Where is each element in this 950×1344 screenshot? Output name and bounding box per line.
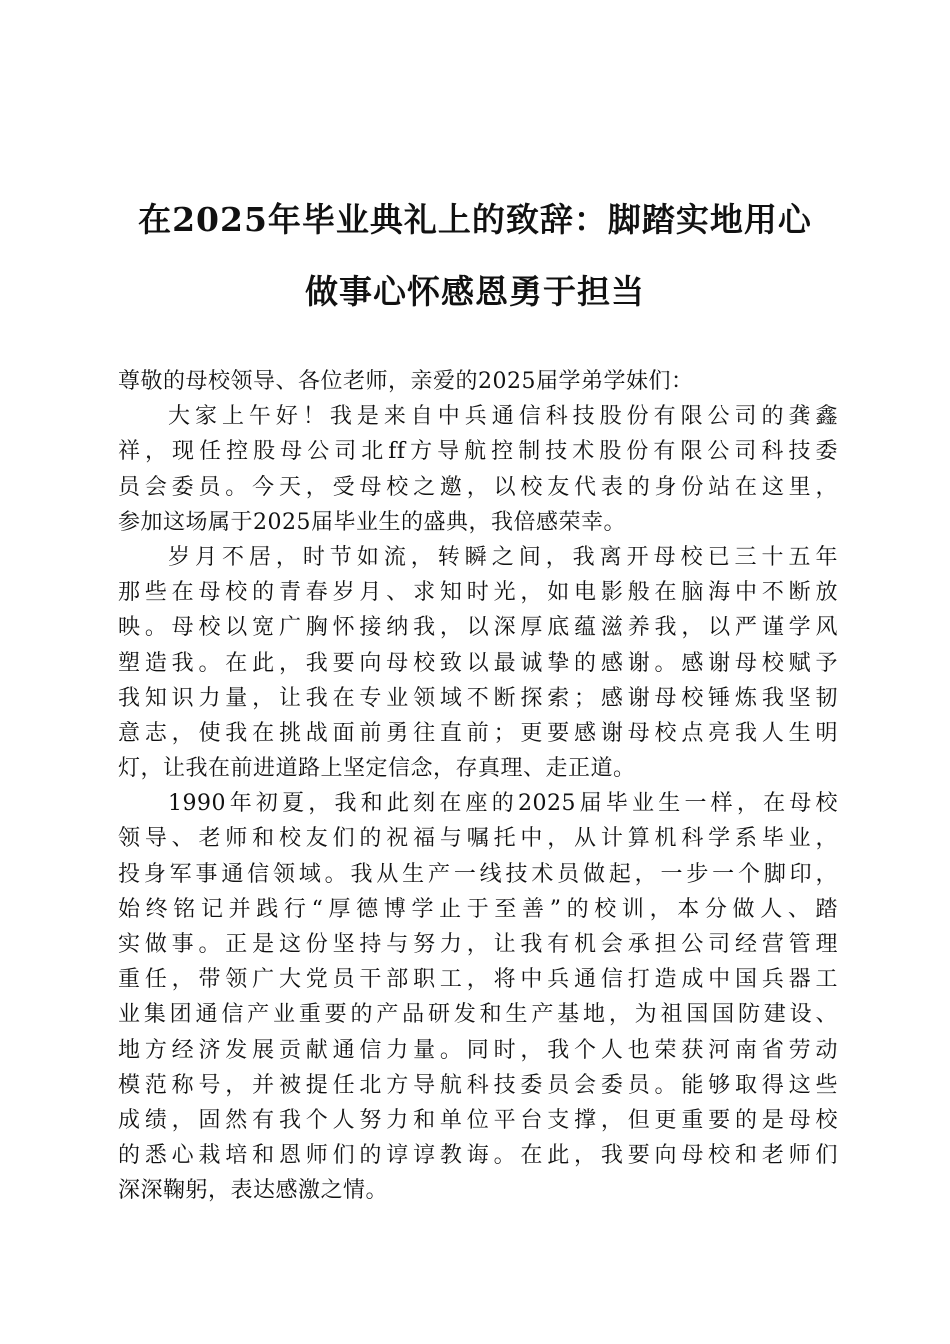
paragraph-1-line-4: 参加这场属于2025届毕业生的盛典，我倍感荣幸。 — [118, 509, 626, 535]
document-body — [118, 364, 838, 1209]
paragraph-2-line-1: 岁月不居，时节如流，转瞬之间，我离开母校已三十五年 — [168, 544, 838, 570]
paragraph-3-line-8: 地方经济发展贡献通信力量。同时，我个人也荣获河南省劳动 — [118, 1037, 838, 1063]
paragraph-2-line-2: 那些在母校的青春岁月、求知时光，如电影般在脑海中不断放 — [118, 580, 838, 606]
paragraph-2-line-4: 塑造我。在此，我要向母校致以最诚挚的感谢。感谢母校赋予 — [118, 650, 838, 676]
paragraph-2-line-6: 意志，使我在挑战面前勇往直前；更要感谢母校点亮我人生明 — [118, 720, 838, 746]
paragraph-3-line-4: 始终铭记并践行“厚德博学止于至善”的校训，本分做人、踏 — [118, 896, 838, 922]
paragraph-3-line-12: 深深鞠躬，表达感激之情。 — [118, 1178, 389, 1204]
paragraph-3-line-9: 模范称号，并被提任北方导航科技委员会委员。能够取得这些 — [118, 1072, 838, 1098]
paragraph-3-line-3: 投身军事通信领域。我从生产一线技术员做起，一步一个脚印， — [118, 861, 838, 887]
paragraph-3-line-2: 领导、老师和校友们的祝福与嘱托中，从计算机科学系毕业， — [118, 826, 838, 852]
document-title-line-1: 在2025年毕业典礼上的致辞：脚踏实地用心 — [138, 200, 812, 239]
paragraph-3-line-1: 1990年初夏，我和此刻在座的2025届毕业生一样，在母校 — [168, 791, 838, 817]
paragraph-1-line-3: 员会委员。今天，受母校之邀，以校友代表的身份站在这里， — [118, 474, 838, 500]
paragraph-2-line-3: 映。母校以宽广胸怀接纳我，以深厚底蕴滋养我，以严谨学风 — [118, 615, 838, 641]
paragraph-3-line-5: 实做事。正是这份坚持与努力，让我有机会承担公司经营管理 — [118, 932, 838, 957]
paragraph-1-line-1: 大家上午好！我是来自中兵通信科技股份有限公司的龚鑫 — [168, 404, 838, 430]
document-title-line-2: 做事心怀感恩勇于担当 — [305, 272, 645, 311]
paragraph-2-line-7: 灯，让我在前进道路上坚定信念，存真理、走正道。 — [118, 756, 636, 782]
paragraph-3-line-6: 重任，带领广大党员干部职工，将中兵通信打造成中国兵器工 — [118, 967, 838, 993]
paragraph-2-line-5: 我知识力量，让我在专业领域不断探索；感谢母校锤炼我坚韧 — [118, 685, 838, 711]
paragraph-3-line-7: 业集团通信产业重要的产品研发和生产基地，为祖国国防建设、 — [118, 1002, 838, 1028]
paragraph-3-line-10: 成绩，固然有我个人努力和单位平台支撑，但更重要的是母校 — [118, 1107, 838, 1133]
salutation: 尊敬的母校领导、各位老师，亲爱的2025届学弟学妹们： — [118, 369, 694, 394]
paragraph-1-line-2: 祥，现任控股母公司北ff方导航控制技术股份有限公司科技委 — [118, 439, 838, 465]
paragraph-3-line-11: 的悉心栽培和恩师们的谆谆教诲。在此，我要向母校和老师们 — [118, 1143, 838, 1169]
